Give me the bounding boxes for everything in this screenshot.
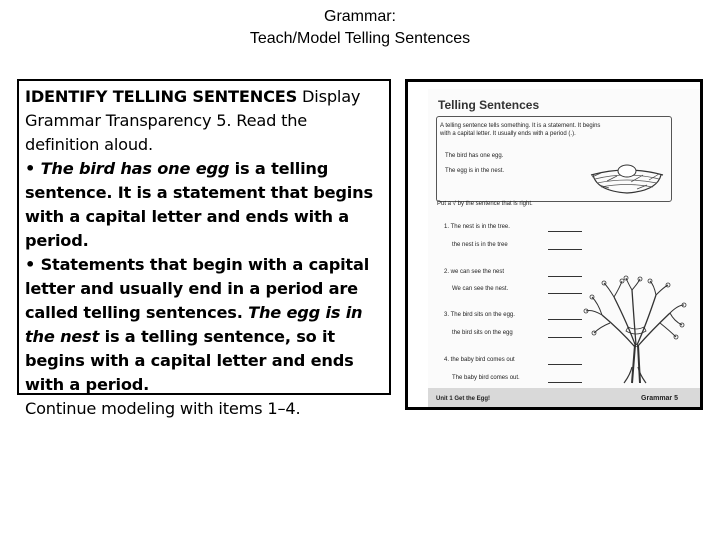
item-3b: the bird sits on the egg <box>452 330 513 336</box>
example-sentence-1: The bird has one egg. <box>445 153 504 159</box>
grammar-transparency <box>405 79 703 410</box>
bullet-2-rest: is a telling sentence, so it begins with a capital letter and ends with a period. <box>25 327 354 394</box>
bullet-2-example: The egg is in the nest <box>25 303 363 346</box>
answer-line-1b <box>548 249 582 250</box>
answer-line-1a <box>548 231 582 232</box>
footer-page-label: Grammar 5 <box>641 395 678 402</box>
slide-title-line2: Teach/Model Telling Sentences <box>249 30 471 47</box>
slide-title <box>0 6 720 50</box>
closing-paragraph: Continue modeling with items 1–4. <box>25 399 301 418</box>
footer-unit-label: Unit 1 Get the Egg! <box>436 396 490 402</box>
definition-line-1: A telling sentence tells something. It is a statement. It begins <box>440 123 601 129</box>
tree-illustration <box>580 275 690 385</box>
item-1a: 1. The nest is in the tree. <box>444 224 510 230</box>
item-1b: the nest is in the tree <box>452 242 508 248</box>
item-2a: 2. we can see the nest <box>444 269 505 275</box>
example-sentence-2: The egg is in the nest. <box>445 168 505 174</box>
intro-heading: IDENTIFY TELLING SENTENCES <box>25 87 298 106</box>
transparency-title: Telling Sentences <box>438 98 540 112</box>
instruction-text-box <box>17 79 391 418</box>
exercise-instruction: Put a √ by the sentence that is right. <box>437 201 533 207</box>
bullet-1-marker: • <box>25 159 41 178</box>
nest-illustration <box>587 147 667 197</box>
item-3a: 3. The bird sits on the egg. <box>444 312 515 318</box>
transparency-sheet <box>428 89 700 402</box>
answer-line-3b <box>548 337 582 338</box>
answer-line-2a <box>548 276 582 277</box>
item-2b: We can see the nest. <box>452 286 509 292</box>
intro-text: Display Grammar Transparency 5. Read the definition aloud. <box>25 87 361 154</box>
transparency-footer <box>428 388 700 410</box>
definition-line-2: with a capital letter. It usually ends with a period (.). <box>440 131 576 137</box>
answer-line-3a <box>548 319 582 320</box>
bullet-1-text: is a telling sentence. It is a statement that begins with a capital letter and ends with a period. <box>25 159 373 250</box>
definition-box <box>436 116 672 202</box>
answer-line-4b <box>548 382 582 383</box>
bullet-2 <box>25 253 383 397</box>
item-4b: The baby bird comes out. <box>452 375 520 381</box>
answer-line-4a <box>548 364 582 365</box>
intro-paragraph <box>25 85 383 157</box>
bullet-1-example: The bird has one egg <box>40 159 230 178</box>
bullet-1 <box>25 157 383 253</box>
bullet-2-text: • Statements that begin with a capital letter and usually end in a period are called telling sentences. <box>25 255 370 322</box>
answer-line-2b <box>548 293 582 294</box>
item-4a: 4. the baby bird comes out <box>444 357 515 363</box>
slide-title-line1: Grammar: <box>324 8 396 25</box>
